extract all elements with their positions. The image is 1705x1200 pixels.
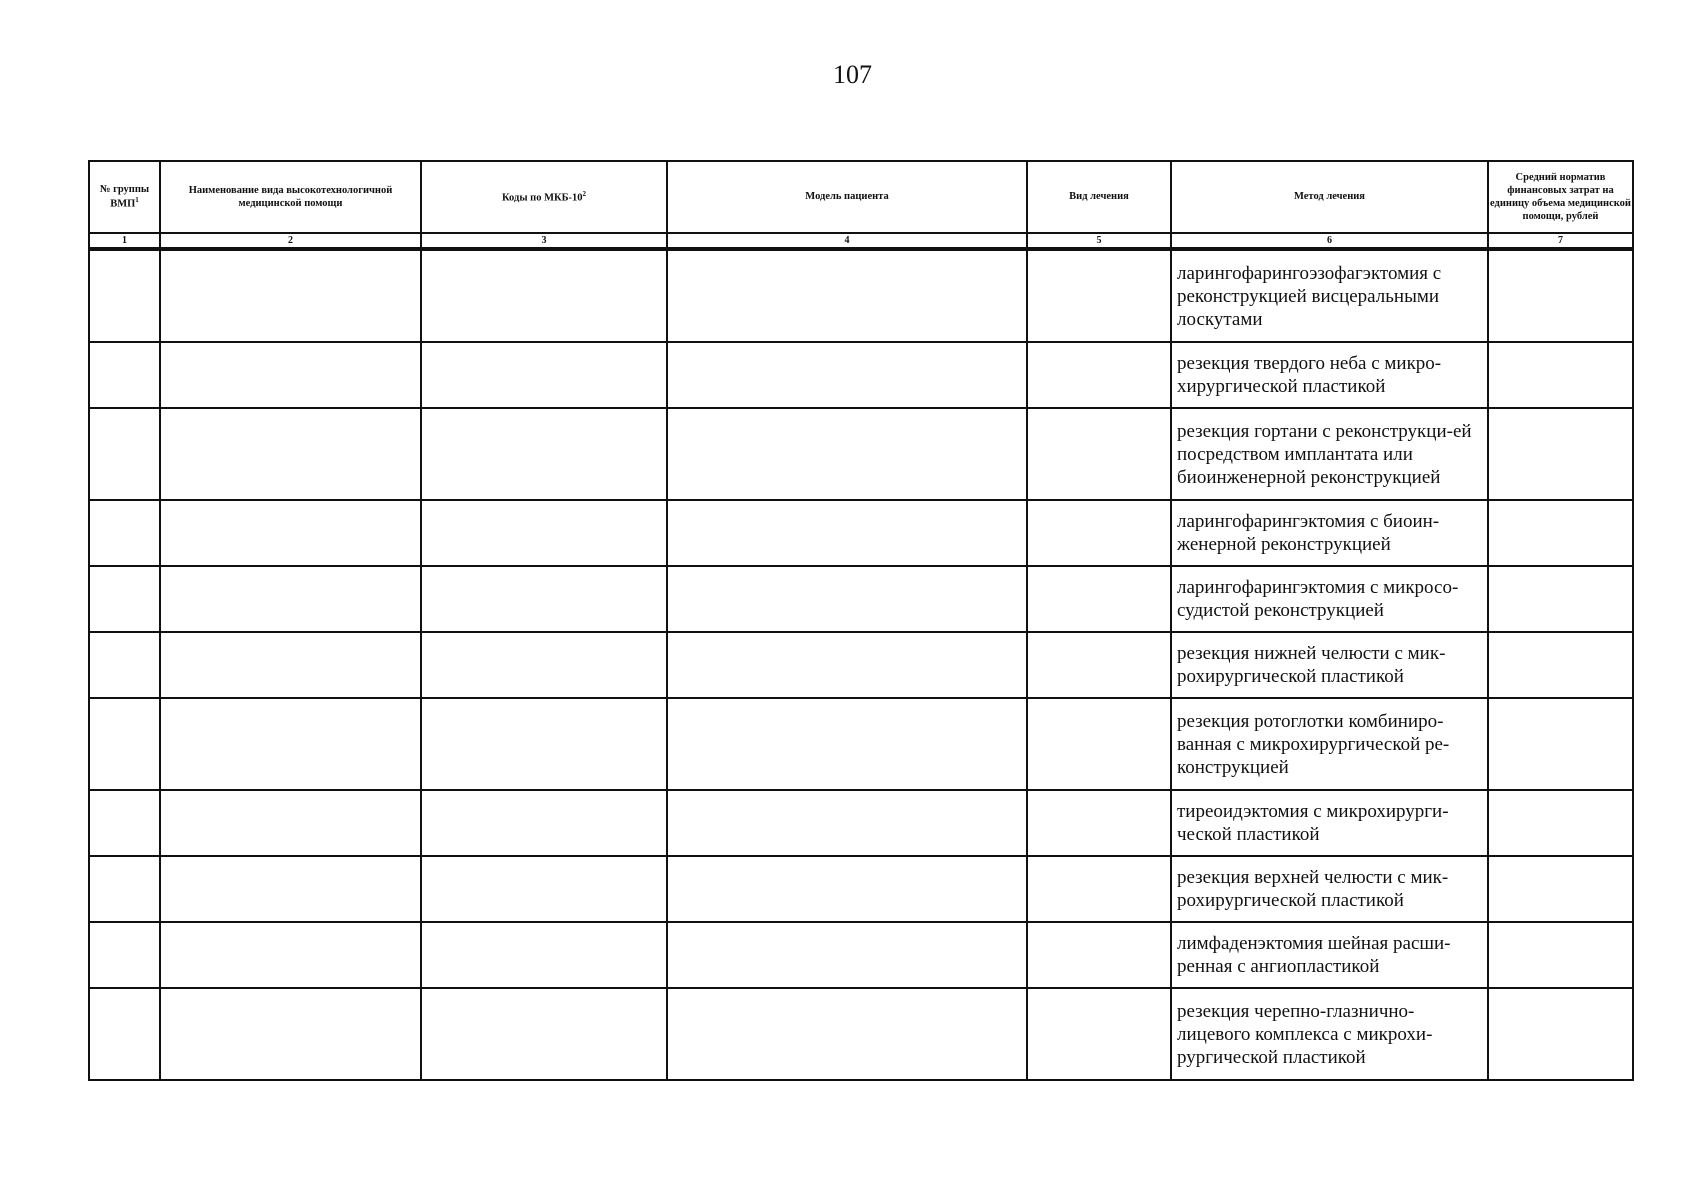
column-number: 2 xyxy=(160,233,421,248)
header-care-type-name: Наименование вида высокотехнологичной медицинской помощи xyxy=(160,161,421,233)
treatment-method-cell: резекция ротоглотки комбиниро-ванная с микрохирургической ре-конструкцией xyxy=(1171,698,1488,790)
column-number: 6 xyxy=(1171,233,1488,248)
medical-care-table xyxy=(88,160,1634,1081)
treatment-method-cell: резекция твердого неба с микро-хирургической пластикой xyxy=(1171,342,1488,408)
treatment-method-cell: резекция нижней челюсти с мик-рохирургической пластикой xyxy=(1171,632,1488,698)
column-number-row xyxy=(89,233,1633,248)
treatment-method-cell: лимфаденэктомия шейная расши-ренная с ангиопластикой xyxy=(1171,922,1488,988)
treatment-method-cell: ларингофарингэктомия с микросо-судистой реконструкцией xyxy=(1171,566,1488,632)
column-number: 3 xyxy=(421,233,667,248)
treatment-method-cell: резекция гортани с реконструкци-ей посредством имплантата или биоинженерной реконструкцией xyxy=(1171,408,1488,500)
header-patient-model: Модель пациента xyxy=(667,161,1027,233)
column-number: 7 xyxy=(1488,233,1633,248)
column-number: 5 xyxy=(1027,233,1171,248)
column-number: 4 xyxy=(667,233,1027,248)
page-number: 107 xyxy=(833,60,872,89)
table-row xyxy=(89,250,1633,342)
header-treatment-method: Метод лечения xyxy=(1171,161,1488,233)
treatment-method-cell: ларингофарингэктомия с биоин-женерной реконструкцией xyxy=(1171,500,1488,566)
table-row xyxy=(89,566,1633,632)
table-row xyxy=(89,922,1633,988)
header-treatment-type: Вид лечения xyxy=(1027,161,1171,233)
table-header-row xyxy=(89,161,1633,233)
table-row xyxy=(89,856,1633,922)
table-row xyxy=(89,342,1633,408)
header-average-cost: Средний норматив финансовых затрат на единицу объема медицинской помощи, рублей xyxy=(1488,161,1633,233)
treatment-method-cell: резекция черепно-глазнично-лицевого комплекса с микрохи-рургической пластикой xyxy=(1171,988,1488,1080)
header-icd-codes: Коды по МКБ-$10^2$ xyxy=(421,161,667,233)
treatment-method-cell: ларингофарингоэзофагэктомия с реконструкцией висцеральными лоскутами xyxy=(1171,250,1488,342)
header-group-number: № группы ВМП$^1$ xyxy=(89,161,160,233)
treatment-method-cell: тиреоидэктомия с микрохирурги-ческой пластикой xyxy=(1171,790,1488,856)
table-row xyxy=(89,632,1633,698)
table-row xyxy=(89,790,1633,856)
table-row xyxy=(89,408,1633,500)
treatment-method-cell: резекция верхней челюсти с мик-рохирургической пластикой xyxy=(1171,856,1488,922)
table-row xyxy=(89,698,1633,790)
table-row xyxy=(89,988,1633,1080)
column-number: 1 xyxy=(89,233,160,248)
table-row xyxy=(89,500,1633,566)
